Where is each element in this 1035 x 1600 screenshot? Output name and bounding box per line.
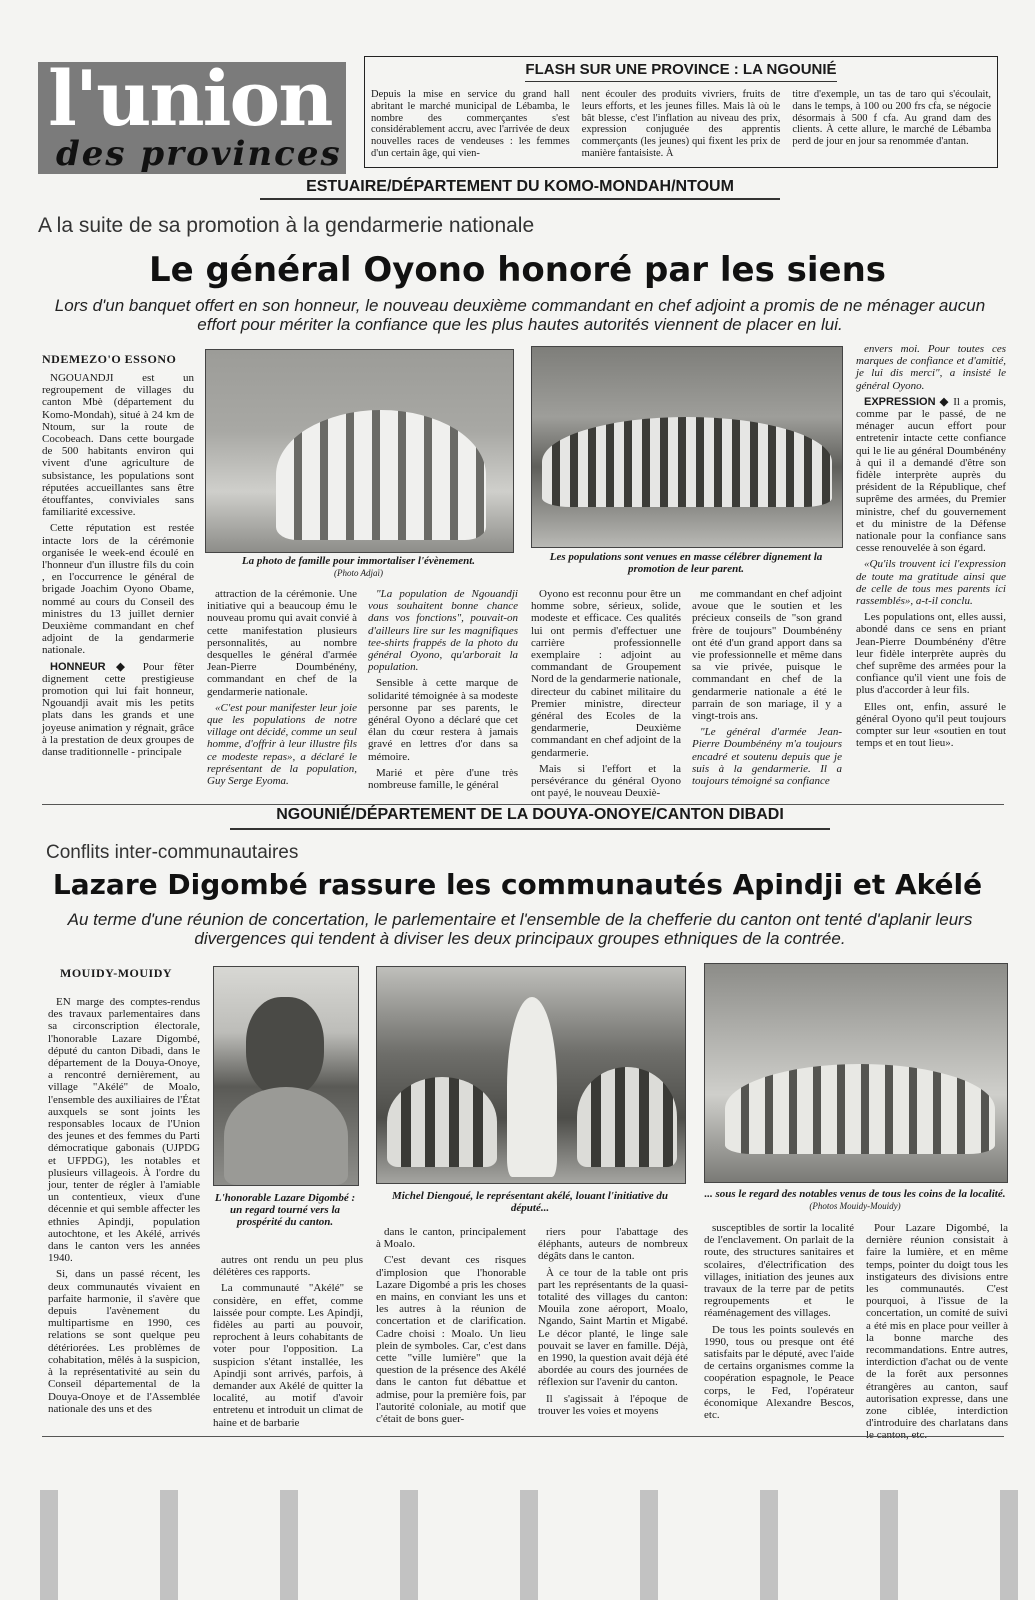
article2-credit-3: (Photos Mouidy-Mouidy) (809, 1201, 901, 1211)
masthead-subtitle: des provinces (56, 134, 342, 174)
portrait-shoulders (224, 1087, 348, 1185)
article1-col3-p2: Sensible à cette marque de solidarité témoignée à sa modeste personne par ses parents, le général Oyono a déclaré que cet élan du cœur restera à jamais gravé en lettres d'or dans sa mémoire. (368, 677, 518, 763)
portrait-head (246, 997, 324, 1097)
flash-col-1: Depuis la mise en service du grand hall abritant le marché municipal de Lébamba, le nombre des commerçantes s'est considérablement accru, avec l'arrivée de deux nouvelles races de vendeuses : les femmes d'un certain âge, qui vien- (371, 89, 570, 159)
article2-caption-3-text: ... sous le regard des notables venus de tous les coins de la localité. (704, 1188, 1006, 1200)
group-figures (276, 410, 486, 540)
article1-subhead-honneur: HONNEUR ◆ (50, 660, 133, 673)
article2-deck: Au terme d'une réunion de concertation, le parlementaire et l'ensemble de la chefferie du canton ont tenté d'aplanir leurs divergences qui tendent à diviser les deux principaux groupes ethniques de la contrée. (67, 910, 973, 948)
flash-col-3: titre d'exemple, un tas de taro qui s'écoulait, dans le temps, à 100 ou 200 frs cfa, se négocie désormais à 500 f cfa. Au grand dam des clients. À cette allure, le marché de Lébamba perd de jour en jour sa renommée d'antan. (792, 89, 992, 148)
article2-col3-p1: dans le canton, principalement à Moalo. (376, 1226, 526, 1251)
article1-column-5 (692, 588, 842, 804)
article1-col4-p1: Oyono est reconnu pour être un homme sobre, sérieux, solide, modeste et efficace. Ces qualités lui ont permis d'effectuer une carrière professionnelle exemplaire : adjoint au commandant de Groupement Nord de la gendarmerie nationale, directeur du cabinet militaire du Premier ministre, directeur général des Ecoles de la gendarmerie, Deuxième commandant en chef adjoint de la gendarmerie. (531, 588, 681, 759)
bottom-rule (42, 1436, 1004, 1437)
article2-col5-p1: susceptibles de sortir la localité de l'enclavement. On parlait de la route, des structures sanitaires et scolaires, d'électrification des villages, initiation des jeunes aux travaux de la terre par de petits regroupements et le réaménagement des villages. (704, 1222, 854, 1320)
article2-headline: Lazare Digombé rassure les communautés Apindji et Akélé (52, 868, 983, 901)
article2-column-5 (704, 1222, 854, 1426)
article1-column-3 (368, 588, 518, 804)
article1-column-1 (42, 372, 194, 802)
article2-col1-p1: EN marge des comptes-rendus des travaux parlementaires dans sa circonscription électorale, l'honorable Lazare Digombé, député du canton Dibadi, dans le département de la Douya-Onoye, a rencontré dernièrement, au village "Akélé" de Moalo, l'ensemble des auxiliaires de l'État auxquels se sont joints les responsables locaux de l'Union des jeunes et des femmes du Parti démocratique gabonais (UJPDG et UFPDG), les notables et plusieurs villageois. À l'ordre du jour, tenter de régler à l'amiable un contentieux, vieux d'une décennie et qui semble affecter les ethnies Apindji, population autochtone, et les Akélé, arrivés dans le canton vers les années 1940. (48, 996, 200, 1265)
article1-caption-1 (205, 555, 512, 579)
article2-caption-2: Michel Diengoué, le représentant akélé, louant l'initiative du député... (392, 1190, 668, 1214)
article2-photo-notables (704, 963, 1008, 1183)
article2-col1-p2: Si, dans un passé récent, les deux communautés vivaient en parfaite harmonie, il s'avère que depuis l'avènement du multipartisme en 1990, ces relations se sont quelque peu détériorées. Les problèmes de cohabitation, mêlés à la suspicion, à la représentativité au sein du Conseil départemental de la Douya-Onoye et de l'Assemblée nationale des uns et des (48, 1268, 200, 1415)
masthead-title: l'union (48, 54, 332, 143)
article2-col2-p1: autres ont rendu un peu plus délétères ces rapports. (213, 1254, 363, 1279)
article1-col6-p3: «Qu'ils trouvent ici l'expression de toute ma gratitude ainsi que de celle de tous mes parents ici rassemblés», a-t-il conclu. (856, 558, 1006, 608)
article1-col1-p2: Cette réputation est restée intacte lors de la cérémonie organisée le week-end écoulé en l'honneur d'un illustre fils du coin , en l'occurrence le général de brigade Joachim Oyono Obame, nommé au cours du Conseil des ministres du 13 juillet dernier Deuxième commandant en chef adjoint de la gendarmerie nationale. (42, 522, 194, 657)
article2-col4-p3: Il s'agissait à l'époque de trouver les voies et moyens (538, 1392, 688, 1417)
article1-column-6 (856, 343, 1006, 804)
article2-col4-p2: À ce tour de la table ont pris part les représentants de la quasi-totalité des villages du canton: Mouila zone aéroport, Moalo, Ngando, Saint Martin et Migabé. Le décor planté, le linge sale pouvait se laver en famille. Déjà, en 1990, la question avait déjà été abordée au cours des journées de réflexion sur l'avenir du canton. (538, 1266, 688, 1389)
crowd-figures (542, 417, 832, 507)
article2-col6-p1: Pour Lazare Digombé, la dernière réunion consistait à faire la lumière, et en même temps, pointer du doigt tous les instigateurs des divisions entre les communautés. C'est pourquoi, à l'issue de la concertation, un comité de suivi a été mis en place pour veiller à la bonne marche des recommandations. Entre autres, interdiction d'achat ou de vente de la forêt aux personnes étrangères au canton, sauf autorisation expresse, dans une zone ciblée, interdiction d'introduire des charlatans dans le canton, etc. (866, 1222, 1008, 1442)
article2-photo-speaker (376, 966, 686, 1184)
article1-subhead-expression: EXPRESSION ◆ (864, 395, 950, 408)
article1-deck: Lors d'un banquet offert en son honneur, le nouveau deuxième commandant en chef adjoint a promis de ne ménager aucun effort pour mériter la confiance que les plus hautes autorités viennent de placer en lui. (54, 296, 986, 334)
article1-col5-p1: me commandant en chef adjoint avoue que le soutien et les précieux conseils de "son grand frère de toujours" Doumbénény ont été d'un grand apport dans sa vie professionnelle et même dans sa vie privée, puisque le commandant en chef de la gendarmerie nationale a été le parrain de son mariage, il y a vingt-trois ans. (692, 588, 842, 723)
article1-col6-p1: envers moi. Pour toutes ces marques de confiance et d'amitié, je lui dis merci", a insisté le général Oyono. (856, 343, 1006, 392)
background-fence (0, 1490, 1035, 1600)
audience-left (387, 1077, 497, 1167)
article1-credit-1: (Photo Adjaï) (333, 568, 384, 578)
article1-col2-p2: «C'est pour manifester leur joie que les populations de notre village ont décidé, comme un seul homme, d'offrir à leur illustre fils ce modeste repas», a déclaré le représentant de la population, Guy Serge Eyoma. (207, 701, 357, 788)
article1-caption-2: Les populations sont venues en masse célébrer dignement la promotion de leur parent. (549, 551, 823, 575)
flash-box (364, 56, 998, 168)
notables-figures (725, 1064, 995, 1154)
article1-col4-p2: Mais si l'effort et la persévérance du général Oyono ont payé, le nouveau Deuxiè- (531, 762, 681, 800)
article2-column-3 (376, 1226, 526, 1426)
article2-column-6 (866, 1222, 1008, 1442)
flash-title: FLASH SUR UNE PROVINCE : LA NGOUNIÉ (525, 61, 837, 78)
article2-col2-p2: La communauté "Akélé" se considère, en effet, comme laissée pour compte. Les Apindji, fidèles au parti au pouvoir, reprochent à leurs cohabitants de voter pour l'opposition. La suspicion s'étant installée, les Apindji sont arrivés, parfois, à demander aux Akélé de quitter la localité, au motif d'avoir entretenu et introduit un climat de haine et de barbarie (213, 1282, 363, 1429)
section-divider (42, 804, 1004, 805)
article1-col5-p2: "Le général d'armée Jean-Pierre Doumbénény m'a toujours encadré et soutenu depuis que je suis à la gendarmerie. Il a toujours témoigné sa confiance (692, 726, 842, 788)
article1-col6-p5: Elles ont, enfin, assuré le général Oyono qu'il peut toujours compter sur leur «soutien en tout temps et en tout lieu». (856, 700, 1006, 750)
article1-headline: Le général Oyono honoré par les siens (148, 250, 887, 290)
article1-col1-p3: Pour fêter dignement cette prestigieuse promotion qui lui fait honneur, Ngouandji avait mis les petits plats dans les grands et une joyeuse animation y régnait, grâce à la prestation de deux groupes de danse traditionnelle - principale (42, 660, 194, 759)
article2-column-1 (48, 996, 200, 1426)
article2-kicker: NGOUNIÉ/DÉPARTEMENT DE LA DOUYA-ONOYE/CANTON DIBADI (276, 806, 784, 823)
article1-col3-p3: Marié et père d'une très nombreuse famille, le général (368, 766, 518, 792)
article1-col3-p1: "La population de Ngouandji vous souhaitent bonne chance dans vos fonctions", pouvait-on d'ailleurs lire sur les magnifiques tee-shirts frappés de la photo du général Oyono, qu'arborait la population. (368, 588, 518, 674)
article1-kicker-rule (260, 198, 780, 200)
article2-overline: Conflits inter-communautaires (46, 842, 299, 863)
article2-column-4 (538, 1226, 688, 1426)
article1-col2-p1: attraction de la cérémonie. Une initiative qui a beaucoup ému le nouveau promu qui avait convié à cette manifestation plusieurs personnalités, au nombre desquelles le général d'armée Jean-Pierre Doumbénény, commandant en chef de la gendarmerie nationale. (207, 588, 357, 698)
article2-col5-p2: De tous les points soulevés en 1990, tous ou presque ont été satisfaits par le député, avec l'aide de certains organismes comme la coopération espagnole, le Peace corps, le Fed, l'opérateur économique Alexandre Bescos, etc. (704, 1323, 854, 1422)
article1-caption-1-text: La photo de famille pour immortaliser l'évènement. (241, 555, 476, 567)
article1-overline: A la suite de sa promotion à la gendarmerie nationale (38, 214, 535, 237)
flash-col-2: nent écouler des produits vivriers, fruits de leurs efforts, et les jeunes filles. Mais là où le bât blesse, c'est l'inflation au niveau des prix, expression conjuguée des apprentis commerçants (les jeunes) qui fixent les prix de manière fantaisiste. À (581, 89, 781, 159)
article2-byline: MOUIDY-MOUIDY (60, 966, 173, 980)
flash-rule (525, 81, 837, 82)
speaker-figure (507, 997, 557, 1177)
article1-column-2 (207, 588, 357, 804)
article2-column-2 (213, 1254, 363, 1429)
article1-kicker: ESTUAIRE/DÉPARTEMENT DU KOMO-MONDAH/NTOUM (306, 178, 734, 195)
article2-col3-p2: C'est devant ces risques d'implosion que l'honorable Lazare Digombé a pris les choses en mains, en conviant les uns et les autres à la réunion de concertation et de clarification. Cadre choisi : Moalo. Un lieu plein de symboles. Car, c'est dans cette "ville lumière" que la question de la présence des Akélé dans le canton fut débattue et admise, pour la première fois, par l'autorité coloniale, au motif que c'était de bons guer- (376, 1254, 526, 1426)
flash-columns (371, 89, 991, 160)
article1-col1-p1: NGOUANDJI est un regroupement de villages du canton Mbè (département du Komo-Mondah), situé à 24 km de Ntoum, sur la route de Cocobeach. Dans cette bourgade de 500 habitants environ qui vivent d'une agriculture de subsistance, les populations sont réputées accueillantes sans être étouffantes, conviviales sans familiarité excessive. (42, 372, 194, 519)
article1-column-4 (531, 588, 681, 804)
article2-photo-portrait (213, 966, 359, 1186)
article2-kicker-rule (230, 828, 830, 830)
article1-byline: NDEMEZO'O ESSONO (42, 352, 177, 366)
article1-col6-p4: Les populations ont, elles aussi, abondé dans ce sens en priant Jean-Pierre Doumbénény d'être leur fidèle interprète auprès du chef suprême des armées pour la confiance qu'il vient une fois de plus d'accorder à leur fils. (856, 611, 1006, 697)
audience-right (577, 1067, 677, 1167)
article1-photo-family (205, 349, 514, 553)
article1-photo-crowd (531, 346, 843, 548)
article2-caption-1: L'honorable Lazare Digombé : un regard tourné vers la prospérité du canton. (214, 1192, 356, 1228)
article1-col6-p2: Il a promis, comme par le passé, de ne ménager aucun effort pour entretenir intacte cette confiance qui le lie au général Doumbénény à qui il a demandé d'être son fidèle interprète auprès du président de la République, chef suprême des armées, du Premier ministre, chef du gouvernement et du ministre de la Défense nationale pour la confiance sans cesse renouvelée à son égard. (856, 395, 1006, 555)
article2-col4-p1: riers pour l'abattage des éléphants, auteurs de nombreux dégâts dans le canton. (538, 1226, 688, 1263)
masthead-logo (38, 54, 346, 174)
article2-caption-3 (704, 1188, 1006, 1212)
